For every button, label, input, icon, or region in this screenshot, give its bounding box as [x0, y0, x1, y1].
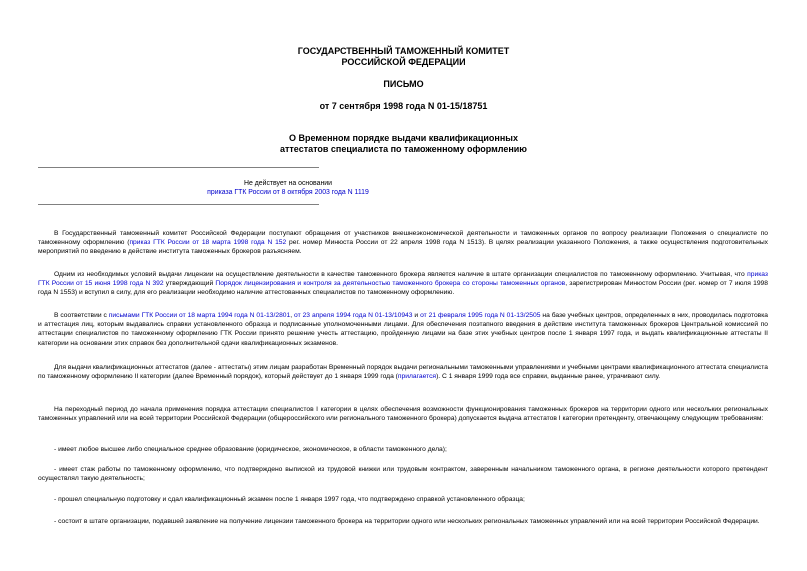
doc-type: ПИСЬМО — [383, 79, 424, 89]
status-link-line — [38, 188, 538, 197]
doc-subject-line2: аттестатов специалиста по таможенному оформлению — [279, 144, 527, 154]
paragraph-2-text-a: Одним из необходимых условий выдачи лицензии на осуществление деятельности в качестве таможенного брокера является наличие в штате организации специалистов по таможенному оформлению. Учитывая, что — [54, 271, 748, 278]
status-text: Не действует на основании — [244, 180, 332, 187]
doc-subject-line1: О Временном порядке выдачи квалификационных — [289, 133, 518, 143]
paragraph-4 — [38, 363, 768, 381]
paragraph-2-text-c: , зарегистрирован Минюстом России (рег. номер от 7 июля 1998 года N 1553) и вступил в силу, для его реализации необходимо наличие аттестованных специалистов по таможенному оформлению. — [38, 280, 768, 297]
requirement-item-4: - состоит в штате организации, подавшей заявление на получение лицензии таможенного брокера на территории одного или нескольких региональных таможенных управлений или на всей территории Российской Федерации. — [54, 518, 760, 525]
requirement-item-2: - имеет стаж работы по таможенному оформлению, что подтверждено выпиской из трудовой книжки или трудовым контрактом, заверенным начальником таможенного органа, в регионе деятельности которого претендент осуществлял такую деятельность; — [38, 466, 768, 483]
org-name-line1: ГОСУДАРСТВЕННЫЙ ТАМОЖЕННЫЙ КОМИТЕТ — [297, 46, 510, 56]
paragraph-3 — [38, 311, 768, 348]
paragraph-1 — [38, 229, 768, 257]
letter-10943-link[interactable]: от 23 апреля 1994 года N 01-13/10943 — [294, 312, 413, 319]
paragraph-1-text-b: рег. номер Минюста России от 22 апреля 1998 года N 1513). В целях реализации указанного Положения, а также осуществления подготовительных мероприятий по введению в действие института таможенных брокеров разъясняем. — [38, 239, 768, 256]
paragraph-3-text-c: и — [412, 312, 421, 319]
paragraph-3-text-d: на базе учебных центров, определенных в них, проводилась подготовка и аттестация лиц, которым выдавались справки установленного образца и подписанные уполномоченными лицами. Для обеспечения поэтапного введения в действие института таможенных брокеров Центральной комиссией по аттестации специалистов по таможенному оформлению ГТК России принято решение учесть аттестацию, пройденную лицами на базе этих учебных центров после 1 января 1997 года, и выдать квалификационные аттестаты II категории на основании этих справок без дополнительной сдачи квалификационных экзаменов. — [38, 312, 769, 347]
requirement-item-3: - прошел специальную подготовку и сдал квалификационный экзамен после 1 января 1997 года, что подтверждено справкой установленного образца; — [54, 496, 525, 503]
paragraph-5: На переходный период до начала применения порядка аттестации специалистов I категории в целях обеспечения возможности функционирования таможенных брокеров на территории одного или нескольких региональных таможенных управлений или на всей территории Российской Федерации (общероссийского или регионального таможенного брокера) допускается выдача аттестатов I категории претенденту, отвечающему следующим требованиям: — [38, 406, 768, 423]
licensing-procedure-link[interactable]: Порядок лицензирования и контроля за деятельностью таможенного брокера со стороны таможенных органов — [215, 280, 566, 288]
requirement-item-1: - имеет любое высшее либо специальное среднее образование (юридическое, экономическое, в области таможенного дела); — [54, 446, 447, 453]
letter-2505-link[interactable]: от 21 февраля 1995 года N 01-13/2505 — [420, 312, 541, 319]
doc-date-number: от 7 сентября 1998 года N 01-15/18751 — [319, 101, 488, 111]
letter-2801-link[interactable]: письмами ГТК России от 18 марта 1994 года N 01-13/2801 — [108, 312, 291, 319]
paragraph-2-text-b: утверждающий — [163, 280, 216, 288]
order-392-link[interactable]: приказ ГТК России от 15 июня 1998 года N 392 — [38, 271, 768, 288]
paragraph-1-text-a: В Государственный таможенный комитет Российской Федерации поступают обращения от участников внешнеэкономической деятельности и таможенных органов по вопросу реализации Положения о специалисте по таможенному оформлению ( — [38, 230, 768, 247]
org-name-line2: РОССИЙСКОЙ ФЕДЕРАЦИИ — [341, 57, 466, 67]
paragraph-4-text-b: ). С 1 января 1999 года все справки, выданные ранее, утрачивают силу. — [436, 373, 661, 381]
status-divider-top — [38, 167, 319, 168]
paragraph-4-text-a: Для выдачи квалификационных аттестатов (далее - аттестаты) этим лицам разработан Временный порядок выдачи региональными таможенными управлениями и учебными центрами квалификационного аттестата специалиста по таможенному оформлению II категории (далее Временный порядок), который действует до 1 января 1999 года ( — [38, 364, 768, 381]
status-order-link[interactable]: приказа ГТК России от 8 октября 2003 года N 1119 — [207, 189, 369, 196]
paragraph-3-text-b: , — [290, 312, 295, 319]
attachment-link[interactable]: прилагается — [397, 373, 437, 381]
status-divider-bottom — [38, 204, 319, 205]
paragraph-3-text-a: В соответствии с — [54, 312, 109, 319]
paragraph-2 — [38, 270, 768, 298]
order-152-link[interactable]: приказ ГТК России от 18 марта 1998 года N 152 — [129, 239, 287, 247]
